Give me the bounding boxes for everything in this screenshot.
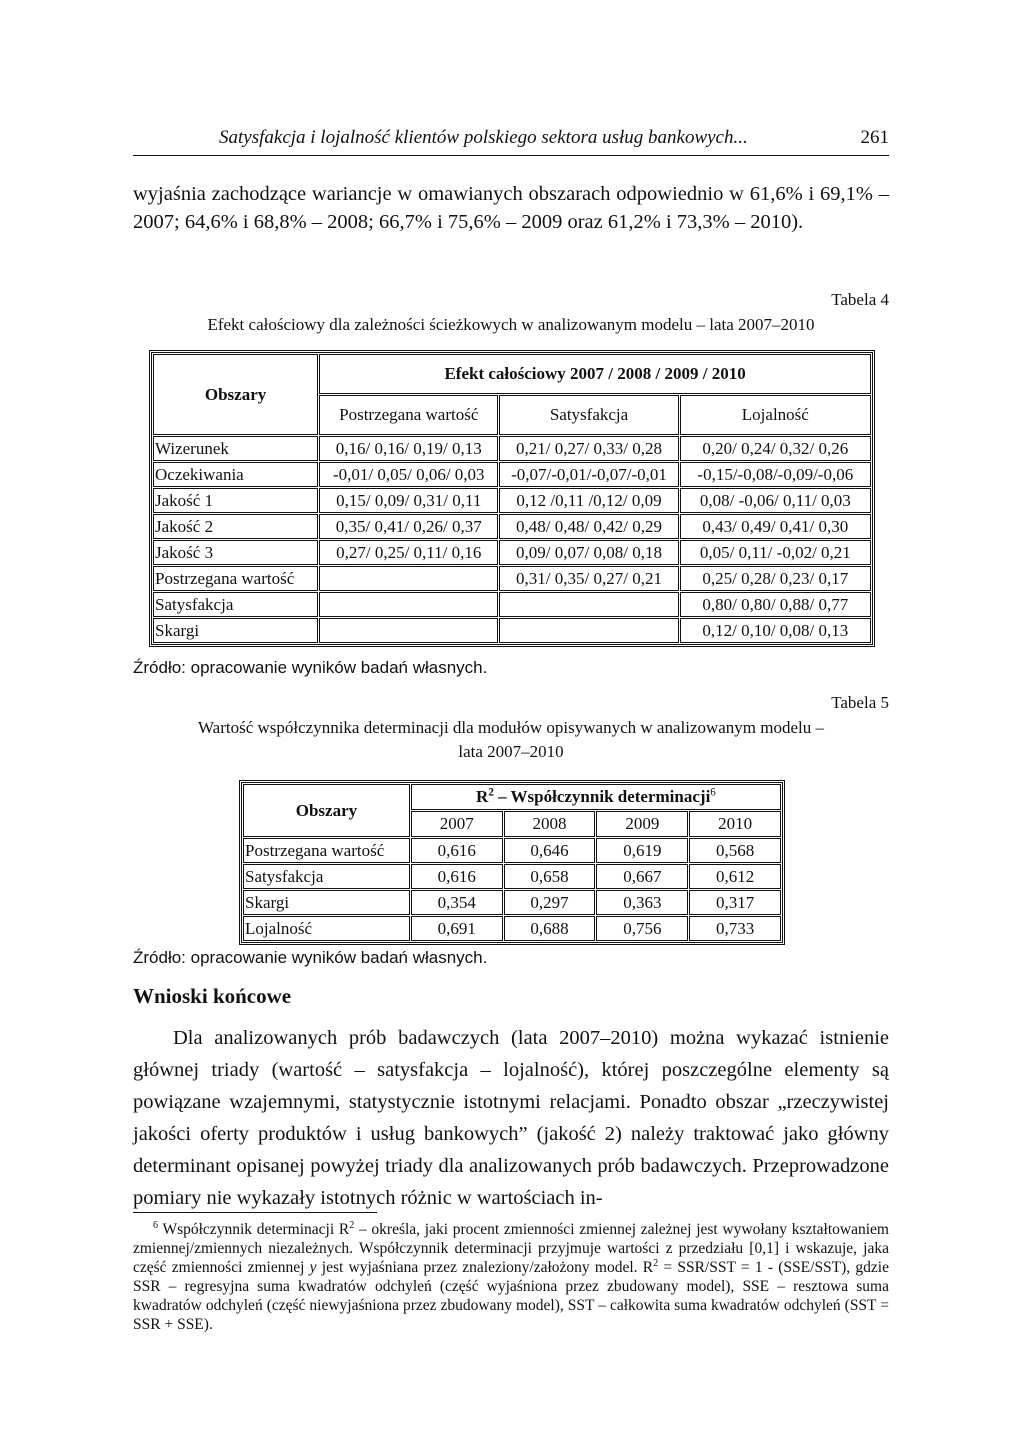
row-label: Satysfakcja [243, 864, 410, 889]
section-heading: Wnioski końcowe [133, 984, 292, 1008]
table-row [243, 838, 781, 863]
table5-corner-header: Obszary [243, 784, 410, 837]
intro-paragraph: wyjaśnia zachodzące wariancje w omawianych obszarach odpowiednio w 61,6% i 69,1% – 2007; 64,6% i 68,8% – 2008; 66,7% i 75,6% – 2009 oraz 61,2% i 73,3% – 2010). [133, 183, 889, 233]
table-cell: 0,297 [504, 890, 596, 915]
table5-source-note: Źródło: opracowanie wyników badań własnych. [133, 948, 488, 967]
row-label: Postrzegana wartość [243, 838, 410, 863]
table5-year-header: 2010 [689, 811, 781, 837]
table-cell: 0,688 [504, 916, 596, 941]
table4-label: Tabela 4 [831, 290, 889, 309]
row-label: Skargi [153, 618, 318, 643]
row-label: Satysfakcja [153, 592, 318, 617]
row-label: Lojalność [243, 916, 410, 941]
row-label: Postrzegana wartość [153, 566, 318, 591]
table-row [153, 462, 871, 487]
table-cell [319, 618, 498, 643]
table-row [153, 514, 871, 539]
table-cell: 0,733 [689, 916, 781, 941]
table-cell: 0,612 [689, 864, 781, 889]
table4-source-note: Źródło: opracowanie wyników badań własnych. [133, 658, 488, 677]
footnote-divider [133, 1212, 377, 1213]
table-row [153, 618, 871, 643]
table-row [153, 566, 871, 591]
table-cell: 0,568 [689, 838, 781, 863]
table4-col-header: Satysfakcja [499, 395, 678, 435]
table5-year-header: 2008 [504, 811, 596, 837]
table5-year-header: 2007 [411, 811, 503, 837]
table-row [243, 890, 781, 915]
table-row [243, 916, 781, 941]
table-cell: 0,09/ 0,07/ 0,08/ 0,18 [499, 540, 678, 565]
row-label: Skargi [243, 890, 410, 915]
conclusion-paragraph: Dla analizowanych prób badawczych (lata 2007–2010) można wykazać istnienie głównej triady (wartość – satysfakcja – lojalność), której poszczególne elementy są powiązane wzajemnymi, statystycznie istotnymi relacjami. Ponadto obszar „rzeczywistej jakości oferty produktów i usług bankowych” (jakość 2) należy traktować jako główny determinant opisanej powyżej triady dla analizowanych prób badawczych. Przeprowadzone pomiary nie wykazały istotnych różnic w wartościach in- [133, 1027, 889, 1209]
table-cell: 0,21/ 0,27/ 0,33/ 0,28 [499, 436, 678, 461]
footnote: $^6$ Współczynnik determinacji $R^2$ – określa, jaki procent zmienności zmiennej zależnej jest wywołany kształtowaniem zmiennej/zmiennych niezależnych. Współczynnik determinacji przyjmuje wartości z przedziału [0,1] i wskazuje, jaka część zmienności zmiennej y jest wyjaśniana przez znaleziony/założony model. $R^2 = SSR/SST = 1 - (SSE/SST)$, gdzie SSR – regresyjna suma kwadratów odchyleń (część wyjaśniona przez zbudowany model), SSE – resztowa suma kwadratów odchyleń (część niewyjaśniona przez zbudowany model), SST – całkowita suma kwadratów odchyleń (SST = SSR + SSE). [133, 1219, 889, 1333]
table5 [239, 780, 785, 945]
table4-group-header: Efekt całościowy 2007 / 2008 / 2009 / 2010 [319, 354, 871, 394]
table-row [243, 864, 781, 889]
table-cell: 0,12/ 0,10/ 0,08/ 0,13 [680, 618, 871, 643]
table-cell: 0,616 [411, 838, 503, 863]
table-cell: 0,35/ 0,41/ 0,26/ 0,37 [319, 514, 498, 539]
table-cell: 0,20/ 0,24/ 0,32/ 0,26 [680, 436, 871, 461]
table-cell: 0,363 [596, 890, 688, 915]
table-cell [499, 592, 678, 617]
table5-caption-line1: Wartość współczynnika determinacji dla modułów opisywanych w analizowanym modelu – [197, 718, 825, 737]
table-cell: 0,756 [596, 916, 688, 941]
table-row [153, 488, 871, 513]
table-cell: 0,05/ 0,11/ -0,02/ 0,21 [680, 540, 871, 565]
table4-corner-header: Obszary [153, 354, 318, 435]
running-header-title: Satysfakcja i lojalność klientów polskiego sektora usług bankowych... [219, 127, 748, 148]
table-cell [319, 592, 498, 617]
table-cell: -0,01/ 0,05/ 0,06/ 0,03 [319, 462, 498, 487]
table-cell: 0,354 [411, 890, 503, 915]
table5-label: Tabela 5 [831, 693, 889, 712]
table-cell: 0,43/ 0,49/ 0,41/ 0,30 [680, 514, 871, 539]
table4-caption: Efekt całościowy dla zależności ścieżkowych w analizowanym modelu – lata 2007–2010 [207, 315, 815, 334]
table-cell: 0,15/ 0,09/ 0,31/ 0,11 [319, 488, 498, 513]
table-cell: 0,317 [689, 890, 781, 915]
row-label: Jakość 3 [153, 540, 318, 565]
table-cell: 0,31/ 0,35/ 0,27/ 0,21 [499, 566, 678, 591]
row-label: Oczekiwania [153, 462, 318, 487]
table4 [149, 350, 875, 647]
table-row [153, 436, 871, 461]
page-number: 261 [860, 127, 889, 148]
table4-col-header: Postrzegana wartość [319, 395, 498, 435]
table-cell: 0,25/ 0,28/ 0,23/ 0,17 [680, 566, 871, 591]
table-cell: -0,07/-0,01/-0,07/-0,01 [499, 462, 678, 487]
row-label: Jakość 1 [153, 488, 318, 513]
table-cell [499, 618, 678, 643]
table5-caption-line2: lata 2007–2010 [458, 742, 564, 761]
table-cell: 0,80/ 0,80/ 0,88/ 0,77 [680, 592, 871, 617]
running-header [133, 127, 889, 156]
table-cell: 0,48/ 0,48/ 0,42/ 0,29 [499, 514, 678, 539]
table-cell: 0,646 [504, 838, 596, 863]
table-cell: 0,667 [596, 864, 688, 889]
table5-group-header: $R^2$ – Współczynnik determinacji$^6$ [411, 784, 781, 810]
table-cell [319, 566, 498, 591]
table-cell: 0,691 [411, 916, 503, 941]
table-row [153, 592, 871, 617]
row-label: Jakość 2 [153, 514, 318, 539]
table-cell: 0,08/ -0,06/ 0,11/ 0,03 [680, 488, 871, 513]
table-cell: 0,16/ 0,16/ 0,19/ 0,13 [319, 436, 498, 461]
table-cell: 0,27/ 0,25/ 0,11/ 0,16 [319, 540, 498, 565]
table4-col-header: Lojalność [680, 395, 871, 435]
footnote-number: 6 [153, 1219, 159, 1231]
table-cell: 0,658 [504, 864, 596, 889]
table-cell: 0,12 /0,11 /0,12/ 0,09 [499, 488, 678, 513]
table-cell: 0,619 [596, 838, 688, 863]
table-cell: -0,15/-0,08/-0,09/-0,06 [680, 462, 871, 487]
table-cell: 0,616 [411, 864, 503, 889]
row-label: Wizerunek [153, 436, 318, 461]
table5-year-header: 2009 [596, 811, 688, 837]
table-row [153, 540, 871, 565]
